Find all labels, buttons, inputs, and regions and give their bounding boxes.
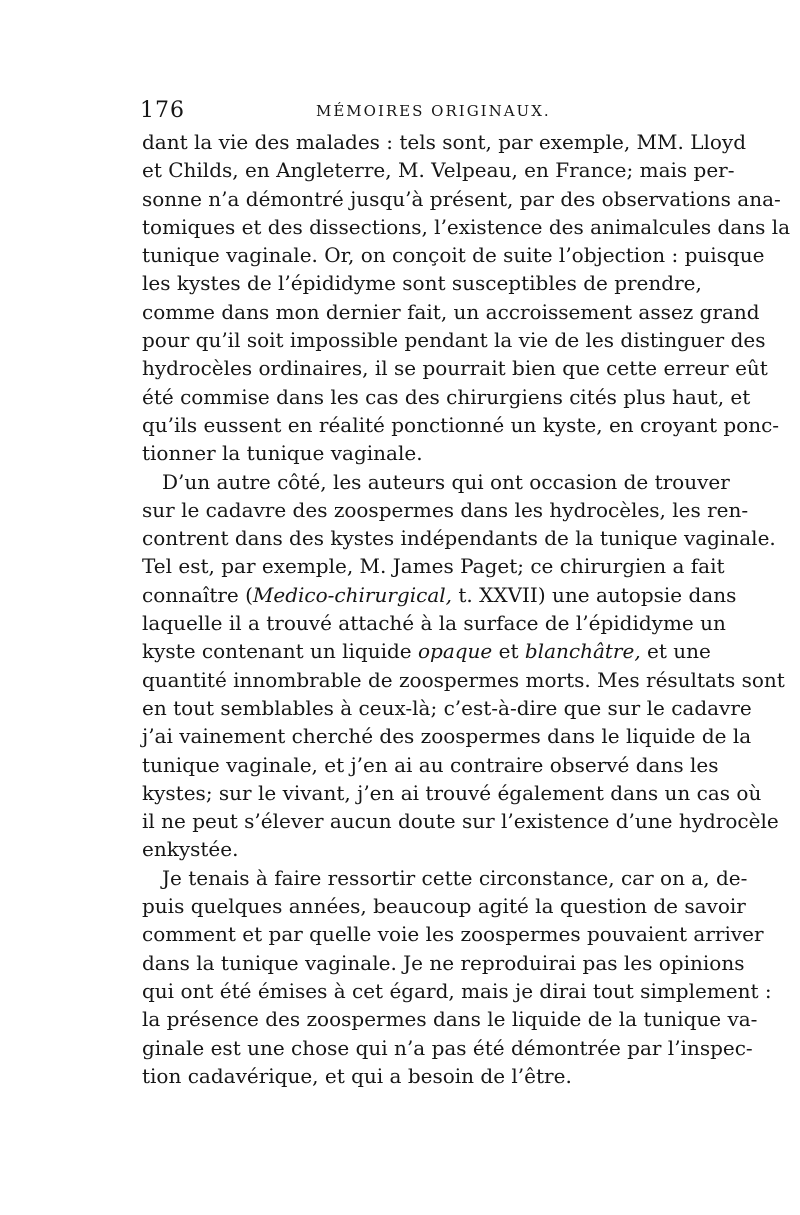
text-line: qu’ils eussent en réalité ponctionné un kyste, en croyant ponc- [142, 412, 780, 437]
text-line: tionner la tunique vaginale. [142, 441, 423, 466]
text-line: dant la vie des malades : tels sont, par exemple, MM. Lloyd [142, 130, 747, 154]
text-body [142, 128, 791, 1090]
paragraph-1 [142, 128, 791, 468]
text-line: quantité innombrable de zoospermes morts. Mes résultats sont [142, 667, 785, 692]
text-line: j’ai vainement cherché des zoospermes dans le liquide de la [142, 724, 752, 749]
text-line: et Childs, en Angleterre, M. Velpeau, en France; mais per- [142, 158, 735, 183]
text-line: comme dans mon dernier fait, un accroissement assez grand [142, 299, 760, 324]
text-line: tunique vaginale. Or, on conçoit de suite l’objection : puisque [142, 243, 765, 268]
text-line: sur le cadavre des zoospermes dans les hydrocèles, les ren- [142, 497, 749, 522]
text-line: D’un autre côté, les auteurs qui ont occasion de trouver [162, 469, 730, 494]
text-line: contrent dans des kystes indépendants de la tunique vaginale. [142, 526, 776, 551]
text-segment: et une [640, 639, 711, 664]
text-line: laquelle il a trouvé attaché à la surface de l’épididyme un [142, 611, 726, 636]
text-line: les kystes de l’épididyme sont susceptibles de prendre, [142, 271, 702, 296]
emphasis-blanchatre: blanchâtre, [524, 639, 641, 664]
emphasis-opaque: opaque [417, 639, 493, 664]
text-segment: t. XXVII) une autopsie dans [452, 582, 737, 607]
text-line: Tel est, par exemple, M. James Paget; ce chirurgien a fait [142, 554, 725, 579]
text-line: tion cadavérique, et qui a besoin de l’être. [142, 1063, 572, 1088]
text-line: puis quelques années, beaucoup agité la question de savoir [142, 894, 746, 919]
text-line: tomiques et des dissections, l’existence des animalcules dans la [142, 214, 791, 239]
text-line: sonne n’a démontré jusqu’à présent, par des observations ana- [142, 186, 781, 211]
page-number: 176 [140, 98, 185, 123]
text-line: qui ont été émises à cet égard, mais je dirai tout simplement : [142, 978, 772, 1003]
text-segment: connaître ( [142, 582, 253, 607]
text-line: pour qu’il soit impossible pendant la vie de les distinguer des [142, 328, 766, 353]
text-line: tunique vaginale, et j’en ai au contraire observé dans les [142, 752, 719, 777]
journal-title: Medico-chirurgical, [252, 582, 452, 607]
paragraph-2 [142, 468, 785, 864]
text-line: enkystée. [142, 837, 239, 862]
text-line: hydrocèles ordinaires, il se pourrait bien que cette erreur eût [142, 356, 768, 381]
text-line-citation [142, 581, 737, 609]
text-line: la présence des zoospermes dans le liquide de la tunique va- [142, 1007, 758, 1032]
page-header [140, 98, 670, 128]
text-line: comment et par quelle voie les zoospermes pouvaient arriver [142, 922, 764, 947]
text-line: Je tenais à faire ressortir cette circonstance, car on a, de- [162, 865, 748, 890]
text-line: en tout semblables à ceux-là; c’est-à-dire que sur le cadavre [142, 695, 752, 720]
text-line: dans la tunique vaginale. Je ne reproduirai pas les opinions [142, 950, 745, 975]
running-head: MÉMOIRES ORIGINAUX. [316, 102, 551, 120]
text-line: il ne peut s’élever aucun doute sur l’existence d’une hydrocèle [142, 809, 779, 834]
paragraph-3 [142, 864, 772, 1090]
text-segment: et [492, 639, 525, 664]
text-line: kystes; sur le vivant, j’en ai trouvé également dans un cas où [142, 780, 762, 805]
text-line: ginale est une chose qui n’a pas été démontrée par l’inspec- [142, 1035, 753, 1060]
text-line: été commise dans les cas des chirurgiens cités plus haut, et [142, 384, 751, 409]
text-segment: kyste contenant un liquide [142, 639, 418, 664]
text-line-emphasis [142, 637, 711, 665]
